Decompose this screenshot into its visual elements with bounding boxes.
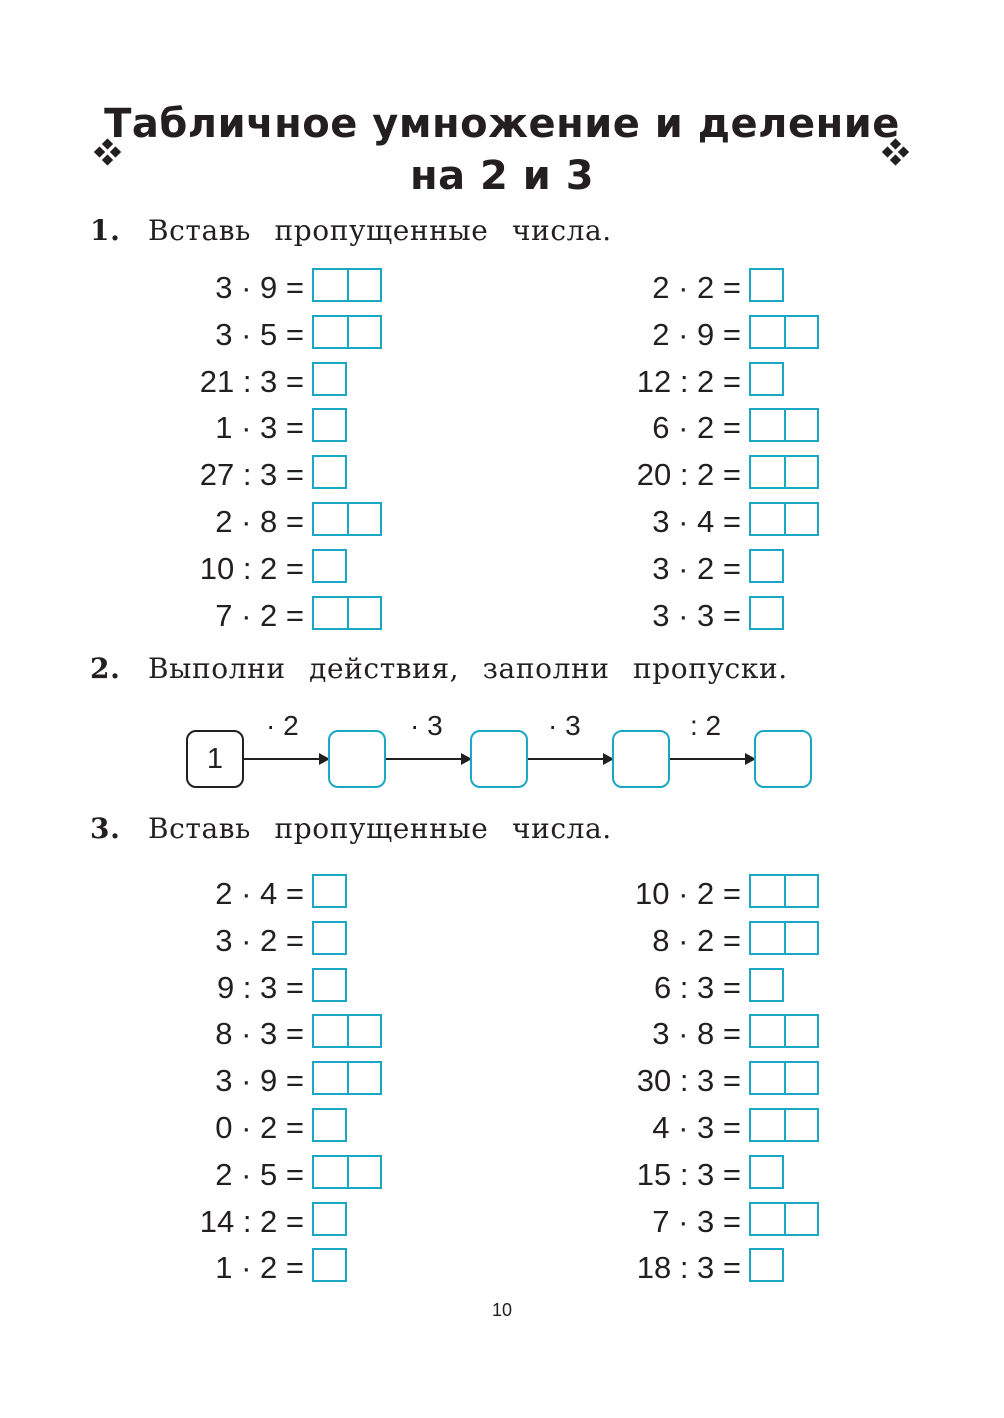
chain-operation: · 2 <box>266 710 299 741</box>
chain-start-box: 1 <box>186 730 244 788</box>
equation-expression: 2 · 5 = <box>215 1156 304 1192</box>
task-1-right-equation-row <box>0 596 829 636</box>
task-3-right-equation-row <box>0 1014 829 1054</box>
equation-expression: 3 · 5 = <box>215 316 304 352</box>
chain-answer-box[interactable] <box>470 730 528 788</box>
equation-expression: 2 · 8 = <box>215 504 304 539</box>
equation-expression: 1 · 2 = <box>215 1250 304 1286</box>
task-3-right-equation-row <box>0 1108 829 1148</box>
task-2-instruction: Выполни действия, заполни пропуски. <box>147 652 788 685</box>
task-3-right-equation-row <box>0 968 829 1008</box>
task-3-right-equation-row <box>0 921 829 961</box>
one-digit-answer-box[interactable] <box>749 268 784 302</box>
task-1-right-equation-row <box>0 502 829 542</box>
page-number: 10 <box>491 1300 513 1320</box>
equation-expression: 8 · 3 = <box>215 1016 304 1052</box>
task-1-number: 1. <box>90 214 121 247</box>
two-digit-answer-box[interactable] <box>749 315 819 349</box>
one-digit-answer-box[interactable] <box>749 596 784 630</box>
chain-operation: · 3 <box>410 710 443 741</box>
equation-expression: 7 · 2 = <box>215 597 304 633</box>
chain-arrow <box>386 758 470 760</box>
task-1-heading <box>90 214 612 248</box>
chain-answer-box[interactable] <box>328 730 386 788</box>
equation-expression: 3 · 2 = <box>215 922 304 958</box>
two-digit-answer-box[interactable] <box>749 874 819 908</box>
task-3-right-equation-row <box>0 1202 829 1242</box>
chain-arrow <box>244 758 328 760</box>
chain-answer-box[interactable] <box>754 730 812 788</box>
chain-operation: · 3 <box>548 710 581 741</box>
equation-expression: 7 · 3 = <box>652 1203 741 1239</box>
two-digit-answer-box[interactable] <box>749 1014 819 1048</box>
task-3-heading <box>90 812 612 846</box>
task-1-right-equation-row <box>0 408 829 448</box>
task-3-number: 3. <box>90 812 121 845</box>
chain-answer-box[interactable] <box>612 730 670 788</box>
chain-operation: : 2 <box>690 710 722 741</box>
chain-arrow <box>528 758 612 760</box>
task-1-right-equation-row <box>0 549 829 589</box>
task-1-right-equation-row <box>0 268 829 308</box>
equation-expression: 3 · 9 = <box>215 1063 304 1099</box>
equation-expression: 30 : 3 = <box>636 1063 741 1099</box>
equation-expression: 1 · 3 = <box>215 410 304 446</box>
equation-expression: 12 : 2 = <box>636 363 741 399</box>
equation-expression: 14 : 2 = <box>199 1203 304 1239</box>
title-line-2: на 2 и 3 <box>409 153 595 199</box>
equation-expression: 2 · 2 = <box>652 270 741 305</box>
equation-expression: 3 · 4 = <box>652 504 741 539</box>
task-1-instruction: Вставь пропущенные числа. <box>147 214 612 247</box>
one-digit-answer-box[interactable] <box>749 549 784 583</box>
title-line-1: Табличное умножение и деление <box>104 101 900 147</box>
equation-expression: 2 · 9 = <box>652 316 741 352</box>
task-2-number: 2. <box>90 652 121 685</box>
equation-expression: 3 · 2 = <box>652 550 741 586</box>
equation-expression: 6 · 2 = <box>652 410 741 446</box>
two-digit-answer-box[interactable] <box>749 408 819 442</box>
equation-expression: 15 : 3 = <box>636 1156 741 1192</box>
task-2-heading <box>90 652 788 686</box>
task-3-right-equation-row <box>0 874 829 914</box>
task-1-right-equation-row <box>0 455 829 495</box>
equation-expression: 2 · 4 = <box>215 876 304 911</box>
equation-expression: 20 : 2 = <box>636 457 741 493</box>
two-digit-answer-box[interactable] <box>749 921 819 955</box>
equation-expression: 3 · 3 = <box>652 597 741 633</box>
one-digit-answer-box[interactable] <box>749 1248 784 1282</box>
task-1-right-equation-row <box>0 315 829 355</box>
equation-expression: 4 · 3 = <box>652 1110 741 1145</box>
one-digit-answer-box[interactable] <box>749 968 784 1002</box>
equation-expression: 21 : 3 = <box>199 363 304 399</box>
equation-expression: 3 · 8 = <box>652 1016 741 1052</box>
one-digit-answer-box[interactable] <box>749 1155 784 1189</box>
task-3-instruction: Вставь пропущенные числа. <box>147 812 612 845</box>
task-3-right-equation-row <box>0 1248 829 1288</box>
equation-expression: 18 : 3 = <box>636 1250 741 1286</box>
equation-expression: 10 · 2 = <box>635 876 741 911</box>
two-digit-answer-box[interactable] <box>749 1202 819 1236</box>
chain-arrow <box>670 758 754 760</box>
equation-expression: 6 : 3 = <box>653 969 741 1005</box>
equation-expression: 27 : 3 = <box>199 457 304 493</box>
equation-expression: 8 · 2 = <box>652 922 741 958</box>
task-1-right-equation-row <box>0 362 829 402</box>
equation-expression: 10 : 2 = <box>199 550 304 586</box>
equation-expression: 3 · 9 = <box>215 270 304 305</box>
task-3-right-equation-row <box>0 1155 829 1195</box>
two-digit-answer-box[interactable] <box>749 1061 819 1095</box>
two-digit-answer-box[interactable] <box>749 502 819 536</box>
task-3-right-equation-row <box>0 1061 829 1101</box>
two-digit-answer-box[interactable] <box>749 1108 819 1142</box>
two-digit-answer-box[interactable] <box>749 455 819 489</box>
page-title <box>100 98 904 202</box>
equation-expression: 0 · 2 = <box>215 1110 304 1145</box>
one-digit-answer-box[interactable] <box>749 362 784 396</box>
equation-expression: 9 : 3 = <box>216 969 304 1005</box>
